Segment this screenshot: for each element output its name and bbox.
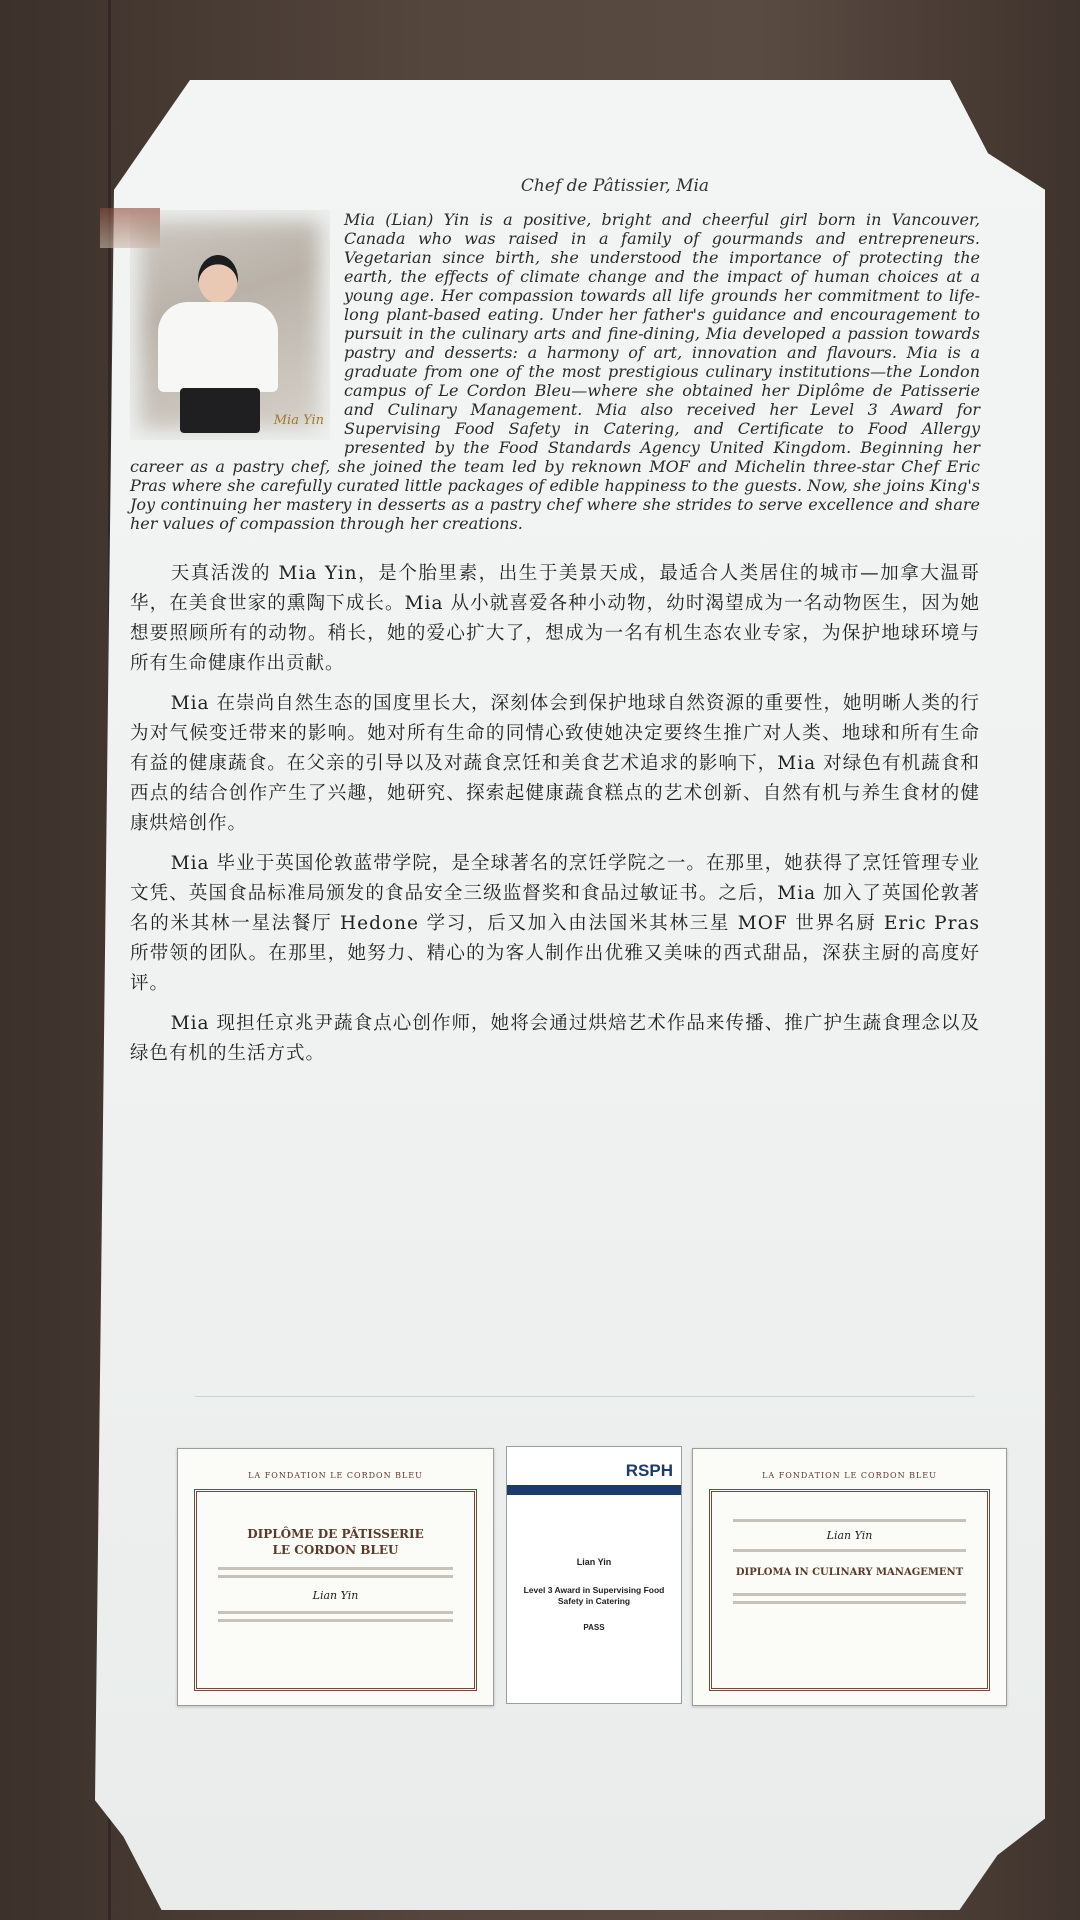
- cert-result: PASS: [583, 1623, 605, 1632]
- chinese-bio-paragraph: Mia 毕业于英国伦敦蓝带学院，是全球著名的烹饪学院之一。在那里，她获得了烹饪管理专业文凭、英国食品标准局颁发的食品安全三级监督奖和食品过敏证书。之后，Mia 加入了英国伦敦著名的米其林一星法餐厅 Hedone 学习，后又加入由法国米其林三星 MOF 世界名厨 Eric Pras 所带领的团队。在那里，她努力、精心的为客人制作出优雅又美味的西式甜品，深获主厨的高度好评。: [130, 853, 980, 994]
- card-heading: Chef de Pâtissier, Mia: [520, 176, 710, 196]
- cert-recipient: Lian Yin: [576, 1557, 612, 1567]
- cert-text-line: [733, 1519, 966, 1522]
- cert-title: DIPLOMA IN CULINARY MANAGEMENT: [735, 1567, 964, 1578]
- chinese-bio-paragraph: Mia 在崇尚自然生态的国度里长大，深刻体会到保护地球自然资源的重要性，她明晰人类的行为对气候变迁带来的影响。她对所有生命的同情心致使她决定要终生推广对人类、地球和所有生命有益的健康蔬食。在父亲的引导以及对蔬食烹饪和美食艺术追求的影响下，Mia 对绿色有机蔬食和西点的结合创作产生了兴趣，她研究、探索起健康蔬食糕点的艺术创新、自然有机与养生食材的健康烘焙创作。: [130, 693, 980, 834]
- cert-title: DIPLÔME DE PÂTISSERIE: [247, 1527, 424, 1541]
- chinese-bio-paragraph: Mia 现担任京兆尹蔬食点心创作师，她将会通过烘焙艺术作品来传播、推广护生蔬食理念以及绿色有机的生活方式。: [130, 1013, 980, 1064]
- photo-chef-head: [198, 255, 238, 303]
- cert-text-line: [218, 1567, 453, 1570]
- certificate-patisserie: [177, 1448, 494, 1706]
- photo-roof-detail: [100, 208, 160, 248]
- photo-chef-coat: [158, 302, 278, 392]
- rsph-bar: [507, 1485, 681, 1495]
- certificate-management: [692, 1448, 1007, 1706]
- cert-recipient: Lian Yin: [826, 1529, 873, 1542]
- cert-recipient: Lian Yin: [312, 1589, 359, 1602]
- chinese-bio-paragraph: 天真活泼的 Mia Yin，是个胎里素，出生于美景天成，最适合人类居住的城市—加拿大温哥华，在美食世家的熏陶下成长。Mia 从小就喜爱各种小动物，幼时渴望成为一名动物医生，因为她想要照顾所有的动物。稍长，她的爱心扩大了，想成为一名有机生态农业专家，为保护地球环境与所有生命健康作出贡献。: [130, 563, 980, 674]
- chinese-bio: [130, 559, 980, 1069]
- section-divider: [195, 1396, 975, 1397]
- cert-header: LA FONDATION LE CORDON BLEU: [248, 1471, 423, 1480]
- cert-text-line: [733, 1593, 966, 1596]
- english-bio: [130, 210, 980, 533]
- cert-award: Level 3 Award in Supervising Food Safety in Catering: [523, 1585, 665, 1606]
- english-bio-text: Mia (Lian) Yin is a positive, bright and cheerful girl born in Vancouver, Canada who was raised in a family of gourmands and entrepreneurs. Vegetarian since birth, she understood the importance of protecting the earth, the effects of climate change and the impact of human choices at a young age. Her compassion towards all life grounds her commitment to life-long plant-based eating. Under her father's guidance and encouragement to pursuit in the culinary arts and fine-dining, Mia developed a passion towards pastry and desserts: a harmony of art, innovation and flavours. Mia is a graduate from one of the most prestigious culinary institutions—the London campus of Le Cordon Bleu—where she obtained her Diplôme de Patisserie and Culinary Management. Mia also received her Level 3 Award for Supervising Food Safety in Catering, and Certificate to Food Allergy presented by the Food Standards Agency United Kingdom. Beginning her career as a pastry chef, she joined the team led by reknown MOF and Michelin three-star Chef Eric Pras where she carefully curated little packages of edible happiness to the guests. Now, she joins King's Joy continuing her mastery in desserts as a pastry chef where she strides to serve excellence and share her values of compassion through her creations.: [130, 210, 980, 533]
- cert-text-line: [218, 1619, 453, 1622]
- cert-text-line: [218, 1611, 453, 1614]
- cert-header: LA FONDATION LE CORDON BLEU: [762, 1471, 937, 1480]
- chef-photo: [130, 210, 330, 440]
- photo-chef-apron: [180, 388, 260, 433]
- card-content: [130, 176, 980, 1079]
- cert-text-line: [733, 1601, 966, 1604]
- cert-title: LE CORDON BLEU: [272, 1543, 399, 1557]
- cert-text-line: [218, 1575, 453, 1578]
- photo-signature: Mia Yin: [273, 413, 324, 428]
- cert-text-line: [733, 1549, 966, 1552]
- rsph-logo: RSPH: [625, 1461, 673, 1480]
- certificate-rsph: [506, 1446, 682, 1704]
